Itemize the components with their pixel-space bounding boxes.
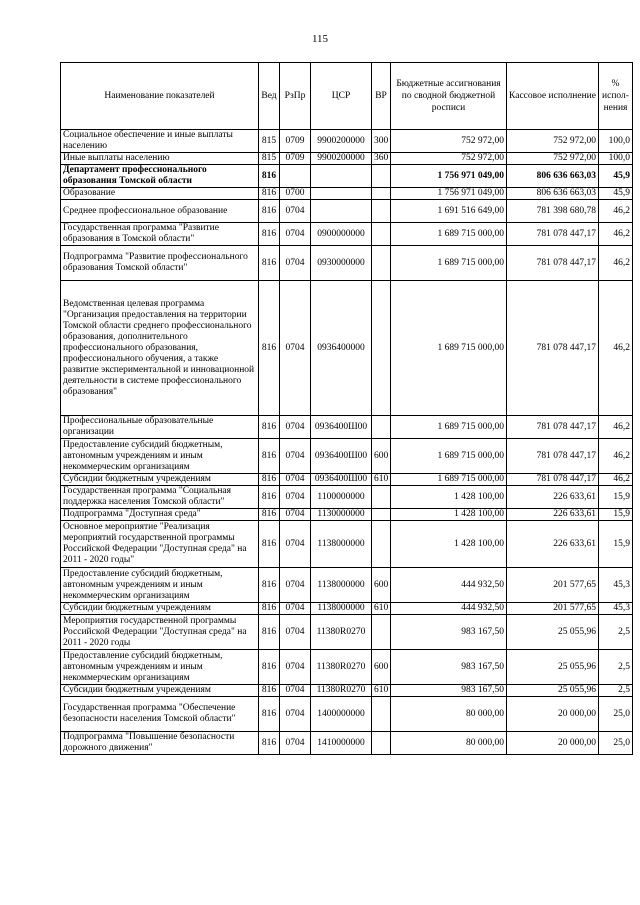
cell-rzpr: 0704 bbox=[280, 603, 311, 615]
table-row bbox=[61, 521, 633, 568]
cell-ved: 816 bbox=[259, 246, 280, 281]
cell-pct: 25,0 bbox=[599, 732, 633, 755]
cell-pct: 45,3 bbox=[599, 568, 633, 603]
cell-pct: 2,5 bbox=[599, 615, 633, 650]
cell-fact: 25 055,96 bbox=[507, 615, 599, 650]
cell-pct: 46,2 bbox=[599, 439, 633, 474]
cell-fact: 25 055,96 bbox=[507, 650, 599, 685]
cell-plan: 752 972,00 bbox=[391, 130, 507, 153]
cell-rzpr: 0700 bbox=[280, 188, 311, 200]
cell-plan: 1 689 715 000,00 bbox=[391, 246, 507, 281]
cell-pct: 100,0 bbox=[599, 130, 633, 153]
cell-csr: 0936400000 bbox=[311, 281, 372, 416]
cell-name: Профессиональные образовательные организации bbox=[61, 416, 259, 439]
cell-csr: 11380R0270 bbox=[311, 615, 372, 650]
cell-rzpr: 0704 bbox=[280, 246, 311, 281]
cell-ved: 816 bbox=[259, 281, 280, 416]
table-row bbox=[61, 568, 633, 603]
cell-rzpr: 0704 bbox=[280, 697, 311, 732]
cell-fact: 781 078 447,17 bbox=[507, 439, 599, 474]
cell-vr bbox=[372, 165, 391, 188]
cell-rzpr: 0709 bbox=[280, 130, 311, 153]
table-row bbox=[61, 685, 633, 697]
cell-plan: 983 167,50 bbox=[391, 685, 507, 697]
cell-name: Предоставление субсидий бюджетным, автономным учреждениям и иным некоммерческим организациям bbox=[61, 568, 259, 603]
cell-ved: 816 bbox=[259, 732, 280, 755]
cell-csr: 0900000000 bbox=[311, 223, 372, 246]
cell-csr: 1138000000 bbox=[311, 603, 372, 615]
table-row bbox=[61, 615, 633, 650]
cell-csr: 1130000000 bbox=[311, 509, 372, 521]
cell-fact: 781 078 447,17 bbox=[507, 281, 599, 416]
cell-plan: 983 167,50 bbox=[391, 650, 507, 685]
cell-pct: 15,9 bbox=[599, 486, 633, 509]
header-pct: % испол-нения bbox=[599, 63, 633, 130]
cell-rzpr: 0704 bbox=[280, 732, 311, 755]
cell-fact: 781 078 447,17 bbox=[507, 416, 599, 439]
table-row bbox=[61, 188, 633, 200]
cell-name: Социальное обеспечение и иные выплаты населению bbox=[61, 130, 259, 153]
cell-ved: 816 bbox=[259, 188, 280, 200]
cell-fact: 25 055,96 bbox=[507, 685, 599, 697]
cell-vr bbox=[372, 486, 391, 509]
cell-ved: 816 bbox=[259, 200, 280, 223]
cell-name: Подпрограмма "Повышение безопасности дорожного движения" bbox=[61, 732, 259, 755]
budget-table bbox=[60, 62, 633, 755]
cell-csr: 11380R0270 bbox=[311, 650, 372, 685]
cell-fact: 781 398 680,78 bbox=[507, 200, 599, 223]
cell-vr: 600 bbox=[372, 439, 391, 474]
cell-rzpr: 0704 bbox=[280, 650, 311, 685]
table-row bbox=[61, 732, 633, 755]
cell-rzpr: 0704 bbox=[280, 486, 311, 509]
cell-pct: 45,3 bbox=[599, 603, 633, 615]
cell-plan: 1 756 971 049,00 bbox=[391, 165, 507, 188]
cell-name: Предоставление субсидий бюджетным, автономным учреждениям и иным некоммерческим организациям bbox=[61, 650, 259, 685]
cell-pct: 46,2 bbox=[599, 200, 633, 223]
cell-vr: 600 bbox=[372, 568, 391, 603]
cell-pct: 2,5 bbox=[599, 650, 633, 685]
cell-vr bbox=[372, 521, 391, 568]
table-row bbox=[61, 650, 633, 685]
header-vr: ВР bbox=[372, 63, 391, 130]
cell-rzpr: 0704 bbox=[280, 615, 311, 650]
cell-plan: 444 932,50 bbox=[391, 568, 507, 603]
cell-pct: 25,0 bbox=[599, 697, 633, 732]
cell-pct: 46,2 bbox=[599, 474, 633, 486]
cell-ved: 816 bbox=[259, 486, 280, 509]
table-row bbox=[61, 165, 633, 188]
cell-rzpr: 0704 bbox=[280, 474, 311, 486]
cell-ved: 816 bbox=[259, 615, 280, 650]
page-number: 115 bbox=[311, 33, 329, 45]
cell-csr: 1400000000 bbox=[311, 697, 372, 732]
cell-fact: 806 636 663,03 bbox=[507, 188, 599, 200]
cell-ved: 816 bbox=[259, 509, 280, 521]
cell-plan: 80 000,00 bbox=[391, 697, 507, 732]
cell-rzpr: 0704 bbox=[280, 416, 311, 439]
table-row bbox=[61, 281, 633, 416]
cell-vr bbox=[372, 281, 391, 416]
cell-rzpr: 0704 bbox=[280, 439, 311, 474]
cell-name: Иные выплаты населению bbox=[61, 153, 259, 165]
cell-plan: 1 689 715 000,00 bbox=[391, 223, 507, 246]
cell-vr bbox=[372, 697, 391, 732]
cell-rzpr: 0704 bbox=[280, 521, 311, 568]
cell-rzpr: 0709 bbox=[280, 153, 311, 165]
cell-csr: 1100000000 bbox=[311, 486, 372, 509]
cell-fact: 20 000,00 bbox=[507, 732, 599, 755]
table-row bbox=[61, 200, 633, 223]
table-header-row bbox=[61, 63, 633, 130]
cell-name: Образование bbox=[61, 188, 259, 200]
cell-name: Субсидии бюджетным учреждениям bbox=[61, 685, 259, 697]
cell-pct: 2,5 bbox=[599, 685, 633, 697]
cell-name: Предоставление субсидий бюджетным, автономным учреждениям и иным некоммерческим организациям bbox=[61, 439, 259, 474]
cell-csr bbox=[311, 188, 372, 200]
cell-csr: 1410000000 bbox=[311, 732, 372, 755]
cell-rzpr: 0704 bbox=[280, 685, 311, 697]
cell-vr bbox=[372, 188, 391, 200]
cell-plan: 1 428 100,00 bbox=[391, 486, 507, 509]
cell-fact: 781 078 447,17 bbox=[507, 474, 599, 486]
cell-vr: 610 bbox=[372, 603, 391, 615]
cell-csr: 11380R0270 bbox=[311, 685, 372, 697]
cell-plan: 752 972,00 bbox=[391, 153, 507, 165]
header-rzpr: РзПр bbox=[280, 63, 311, 130]
header-name: Наименование показателей bbox=[61, 63, 259, 130]
cell-vr: 300 bbox=[372, 130, 391, 153]
cell-csr: 0936400Ш00 bbox=[311, 416, 372, 439]
cell-name: Подпрограмма "Развитие профессионального образования Томской области" bbox=[61, 246, 259, 281]
cell-csr: 0930000000 bbox=[311, 246, 372, 281]
cell-fact: 781 078 447,17 bbox=[507, 223, 599, 246]
cell-vr bbox=[372, 416, 391, 439]
cell-ved: 816 bbox=[259, 697, 280, 732]
cell-fact: 752 972,00 bbox=[507, 130, 599, 153]
cell-rzpr: 0704 bbox=[280, 223, 311, 246]
cell-csr: 1138000000 bbox=[311, 521, 372, 568]
cell-csr: 0936400Ш00 bbox=[311, 474, 372, 486]
cell-ved: 816 bbox=[259, 474, 280, 486]
cell-ved: 816 bbox=[259, 223, 280, 246]
cell-plan: 1 691 516 649,00 bbox=[391, 200, 507, 223]
cell-fact: 20 000,00 bbox=[507, 697, 599, 732]
cell-vr bbox=[372, 732, 391, 755]
cell-ved: 816 bbox=[259, 165, 280, 188]
cell-rzpr: 0704 bbox=[280, 281, 311, 416]
table-row bbox=[61, 486, 633, 509]
cell-fact: 201 577,65 bbox=[507, 568, 599, 603]
cell-name: Ведомственная целевая программа "Организация предоставления на территории Томской области среднего профессионального образования, дополнительного профессионального образования, профессионального обучения, а также развитие экспериментальной и инновационной деятельности в системе профессионального образования" bbox=[61, 281, 259, 416]
cell-ved: 816 bbox=[259, 650, 280, 685]
cell-rzpr: 0704 bbox=[280, 200, 311, 223]
cell-name: Государственная программа "Обеспечение безопасности населения Томской области" bbox=[61, 697, 259, 732]
cell-name: Подпрограмма "Доступная среда" bbox=[61, 509, 259, 521]
cell-vr: 610 bbox=[372, 474, 391, 486]
cell-fact: 226 633,61 bbox=[507, 509, 599, 521]
cell-plan: 80 000,00 bbox=[391, 732, 507, 755]
table-row bbox=[61, 416, 633, 439]
table-row bbox=[61, 246, 633, 281]
cell-vr bbox=[372, 200, 391, 223]
cell-pct: 45,9 bbox=[599, 188, 633, 200]
cell-name: Среднее профессиональное образование bbox=[61, 200, 259, 223]
cell-fact: 226 633,61 bbox=[507, 521, 599, 568]
cell-plan: 1 689 715 000,00 bbox=[391, 416, 507, 439]
table-row bbox=[61, 509, 633, 521]
cell-fact: 226 633,61 bbox=[507, 486, 599, 509]
cell-rzpr: 0704 bbox=[280, 509, 311, 521]
cell-pct: 46,2 bbox=[599, 223, 633, 246]
cell-name: Государственная программа "Развитие образования в Томской области" bbox=[61, 223, 259, 246]
cell-pct: 46,2 bbox=[599, 281, 633, 416]
cell-vr bbox=[372, 615, 391, 650]
cell-name: Департамент профессионального образования Томской области bbox=[61, 165, 259, 188]
cell-plan: 1 689 715 000,00 bbox=[391, 281, 507, 416]
cell-name: Мероприятия государственной программы Российской Федерации "Доступная среда" на 2011 - 2020 годы bbox=[61, 615, 259, 650]
cell-plan: 1 689 715 000,00 bbox=[391, 439, 507, 474]
table-row bbox=[61, 603, 633, 615]
table-row bbox=[61, 697, 633, 732]
cell-name: Субсидии бюджетным учреждениям bbox=[61, 603, 259, 615]
table-body bbox=[61, 130, 633, 755]
cell-fact: 806 636 663,03 bbox=[507, 165, 599, 188]
cell-vr: 360 bbox=[372, 153, 391, 165]
cell-ved: 816 bbox=[259, 568, 280, 603]
cell-plan: 1 428 100,00 bbox=[391, 509, 507, 521]
header-fact: Кассовое исполнение bbox=[507, 63, 599, 130]
header-ved: Вед bbox=[259, 63, 280, 130]
table-row bbox=[61, 130, 633, 153]
cell-csr: 1138000000 bbox=[311, 568, 372, 603]
cell-ved: 816 bbox=[259, 439, 280, 474]
cell-pct: 45,9 bbox=[599, 165, 633, 188]
cell-rzpr bbox=[280, 165, 311, 188]
cell-ved: 816 bbox=[259, 416, 280, 439]
cell-plan: 444 932,50 bbox=[391, 603, 507, 615]
cell-fact: 752 972,00 bbox=[507, 153, 599, 165]
cell-csr bbox=[311, 165, 372, 188]
cell-rzpr: 0704 bbox=[280, 568, 311, 603]
cell-ved: 815 bbox=[259, 130, 280, 153]
cell-name: Основное мероприятие "Реализация мероприятий государственной программы Российской Федерации "Доступная среда" на 2011 - 2020 годы" bbox=[61, 521, 259, 568]
table-row bbox=[61, 153, 633, 165]
cell-csr: 9900200000 bbox=[311, 153, 372, 165]
cell-ved: 816 bbox=[259, 603, 280, 615]
header-csr: ЦСР bbox=[311, 63, 372, 130]
cell-plan: 983 167,50 bbox=[391, 615, 507, 650]
cell-vr: 600 bbox=[372, 650, 391, 685]
cell-name: Государственная программа "Социальная поддержка населения Томской области" bbox=[61, 486, 259, 509]
cell-name: Субсидии бюджетным учреждениям bbox=[61, 474, 259, 486]
table-row bbox=[61, 223, 633, 246]
table-row bbox=[61, 474, 633, 486]
cell-pct: 15,9 bbox=[599, 509, 633, 521]
cell-csr: 9900200000 bbox=[311, 130, 372, 153]
cell-plan: 1 756 971 049,00 bbox=[391, 188, 507, 200]
cell-ved: 815 bbox=[259, 153, 280, 165]
cell-pct: 46,2 bbox=[599, 416, 633, 439]
cell-pct: 100,0 bbox=[599, 153, 633, 165]
cell-plan: 1 689 715 000,00 bbox=[391, 474, 507, 486]
cell-ved: 816 bbox=[259, 685, 280, 697]
cell-vr: 610 bbox=[372, 685, 391, 697]
cell-ved: 816 bbox=[259, 521, 280, 568]
cell-csr bbox=[311, 200, 372, 223]
cell-vr bbox=[372, 223, 391, 246]
cell-vr bbox=[372, 509, 391, 521]
header-plan: Бюджетные ассигнования по сводной бюджетной росписи bbox=[391, 63, 507, 130]
cell-fact: 781 078 447,17 bbox=[507, 246, 599, 281]
cell-vr bbox=[372, 246, 391, 281]
cell-pct: 46,2 bbox=[599, 246, 633, 281]
cell-pct: 15,9 bbox=[599, 521, 633, 568]
cell-fact: 201 577,65 bbox=[507, 603, 599, 615]
cell-plan: 1 428 100,00 bbox=[391, 521, 507, 568]
cell-csr: 0936400Ш00 bbox=[311, 439, 372, 474]
table-row bbox=[61, 439, 633, 474]
